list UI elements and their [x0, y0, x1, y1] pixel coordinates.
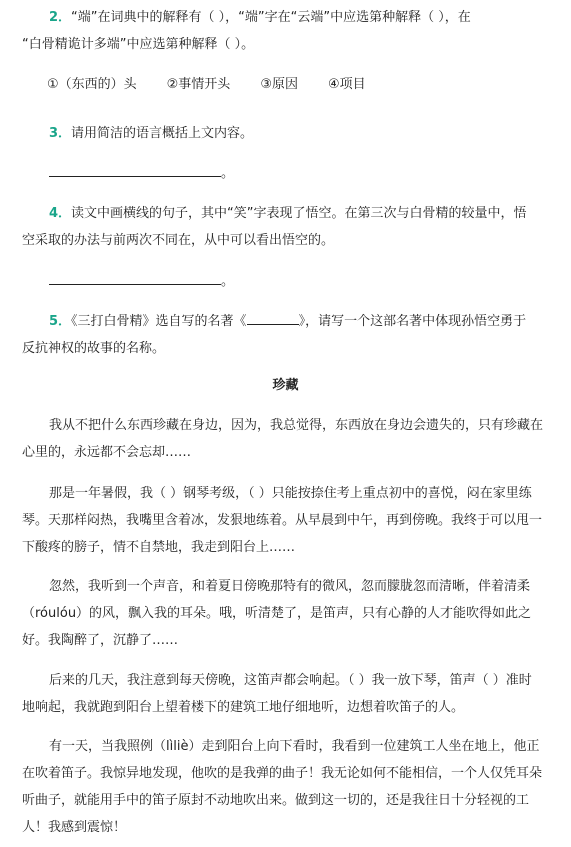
q2-option-1: ①（东西的）头	[47, 77, 137, 92]
q2-line-2: “白骨精诡计多端”中应选第种解释（ ）。	[22, 37, 255, 52]
p2-line-2: 琴。天那样闷热，我嘴里含着冰，发狠地练着。从早晨到中午，再到傍晚。我终于可以甩一	[22, 513, 543, 528]
q3-answer-line	[49, 164, 234, 182]
p2-line-3: 下酸疼的膀子，情不自禁地，我走到阳台上……	[22, 540, 296, 555]
q4-answer-line	[49, 272, 234, 290]
q2-text-1: “端”在词典中的解释有（ ），“端”字在“云端”中应选第种解释（ ），在	[71, 10, 471, 25]
p4-line-1: 后来的几天，我注意到每天傍晚，这笛声都会响起。（ ）我一放下琴，笛声（ ）准时	[49, 673, 532, 688]
p3-line-1: 忽然，我听到一个声音，和着夏日傍晚那特有的微风，忽而朦胧忽而清晰，伴着清柔	[49, 579, 531, 594]
q2-option-2: ②事情开头	[166, 77, 231, 92]
q2-options	[47, 76, 396, 93]
q2-option-4: ④项目	[327, 77, 366, 92]
p5-line-1: 有一天，当我照例（lìliè）走到阳台上向下看时，我看到一位建筑工人坐在地上，他正	[49, 739, 540, 754]
q3-end: 。	[221, 166, 235, 181]
p3-line-2: （róulóu）的风，飘入我的耳朵。哦，听清楚了，是笛声，只有心静的人才能吹得如此之	[22, 606, 532, 621]
q3-number: 3．	[49, 126, 72, 141]
q4-answer-blank[interactable]	[49, 272, 221, 285]
q5-line-1	[49, 312, 526, 330]
q2-line-1	[49, 9, 471, 26]
p1-line-2: 心里的，永远都不会忘却……	[22, 445, 192, 460]
p1-line-1: 我从不把什么东西珍藏在身边，因为，我总觉得，东西放在身边会遗失的，只有珍藏在	[49, 418, 544, 433]
p2-line-1: 那是一年暑假，我（ ）钢琴考级，（ ）只能按捺住考上重点初中的喜悦，闷在家里练	[49, 486, 532, 501]
p3-line-3: 好。我陶醉了，沉静了……	[22, 633, 179, 648]
q5-line-2: 反抗神权的故事的名称。	[22, 341, 166, 356]
q5-text-1a: 《三打白骨精》选自写的名著《	[71, 314, 247, 329]
q4-line-2: 空采取的办法与前两次不同在，从中可以看出悟空的。	[22, 233, 335, 248]
q2-number: 2．	[49, 10, 72, 25]
p5-line-2: 在吹着笛子。我惊异地发现，他吹的是我弹的曲子！我无论如何不能相信，一个人仅凭耳朵	[22, 766, 543, 781]
p5-line-3: 听曲子，就能用手中的笛子原封不动地吹出来。做到这一切的，还是我往日十分轻视的工	[22, 793, 530, 808]
passage-title: 珍藏	[272, 378, 299, 393]
q5-name-blank[interactable]	[247, 312, 299, 325]
q3-answer-blank[interactable]	[49, 164, 221, 177]
q5-text-1b: 》，请写一个这部名著中体现孙悟空勇于	[298, 314, 527, 329]
p4-line-2: 地响起，我就跑到阳台上望着楼下的建筑工地仔细地听，边想着吹笛子的人。	[22, 700, 465, 715]
p5-line-4: 人！我感到震惊！	[22, 820, 127, 835]
q4-end: 。	[221, 274, 235, 289]
q2-option-3: ③原因	[260, 77, 298, 92]
q3-text: 请用简洁的语言概括上文内容。	[71, 126, 254, 141]
q4-line-1	[49, 205, 527, 222]
q3-line	[49, 125, 253, 142]
q5-number: 5．	[49, 314, 72, 329]
q4-number: 4．	[49, 206, 72, 221]
q4-text-1: 读文中画横线的句子，其中“笑”字表现了悟空。在第三次与白骨精的较量中，悟	[71, 206, 527, 221]
